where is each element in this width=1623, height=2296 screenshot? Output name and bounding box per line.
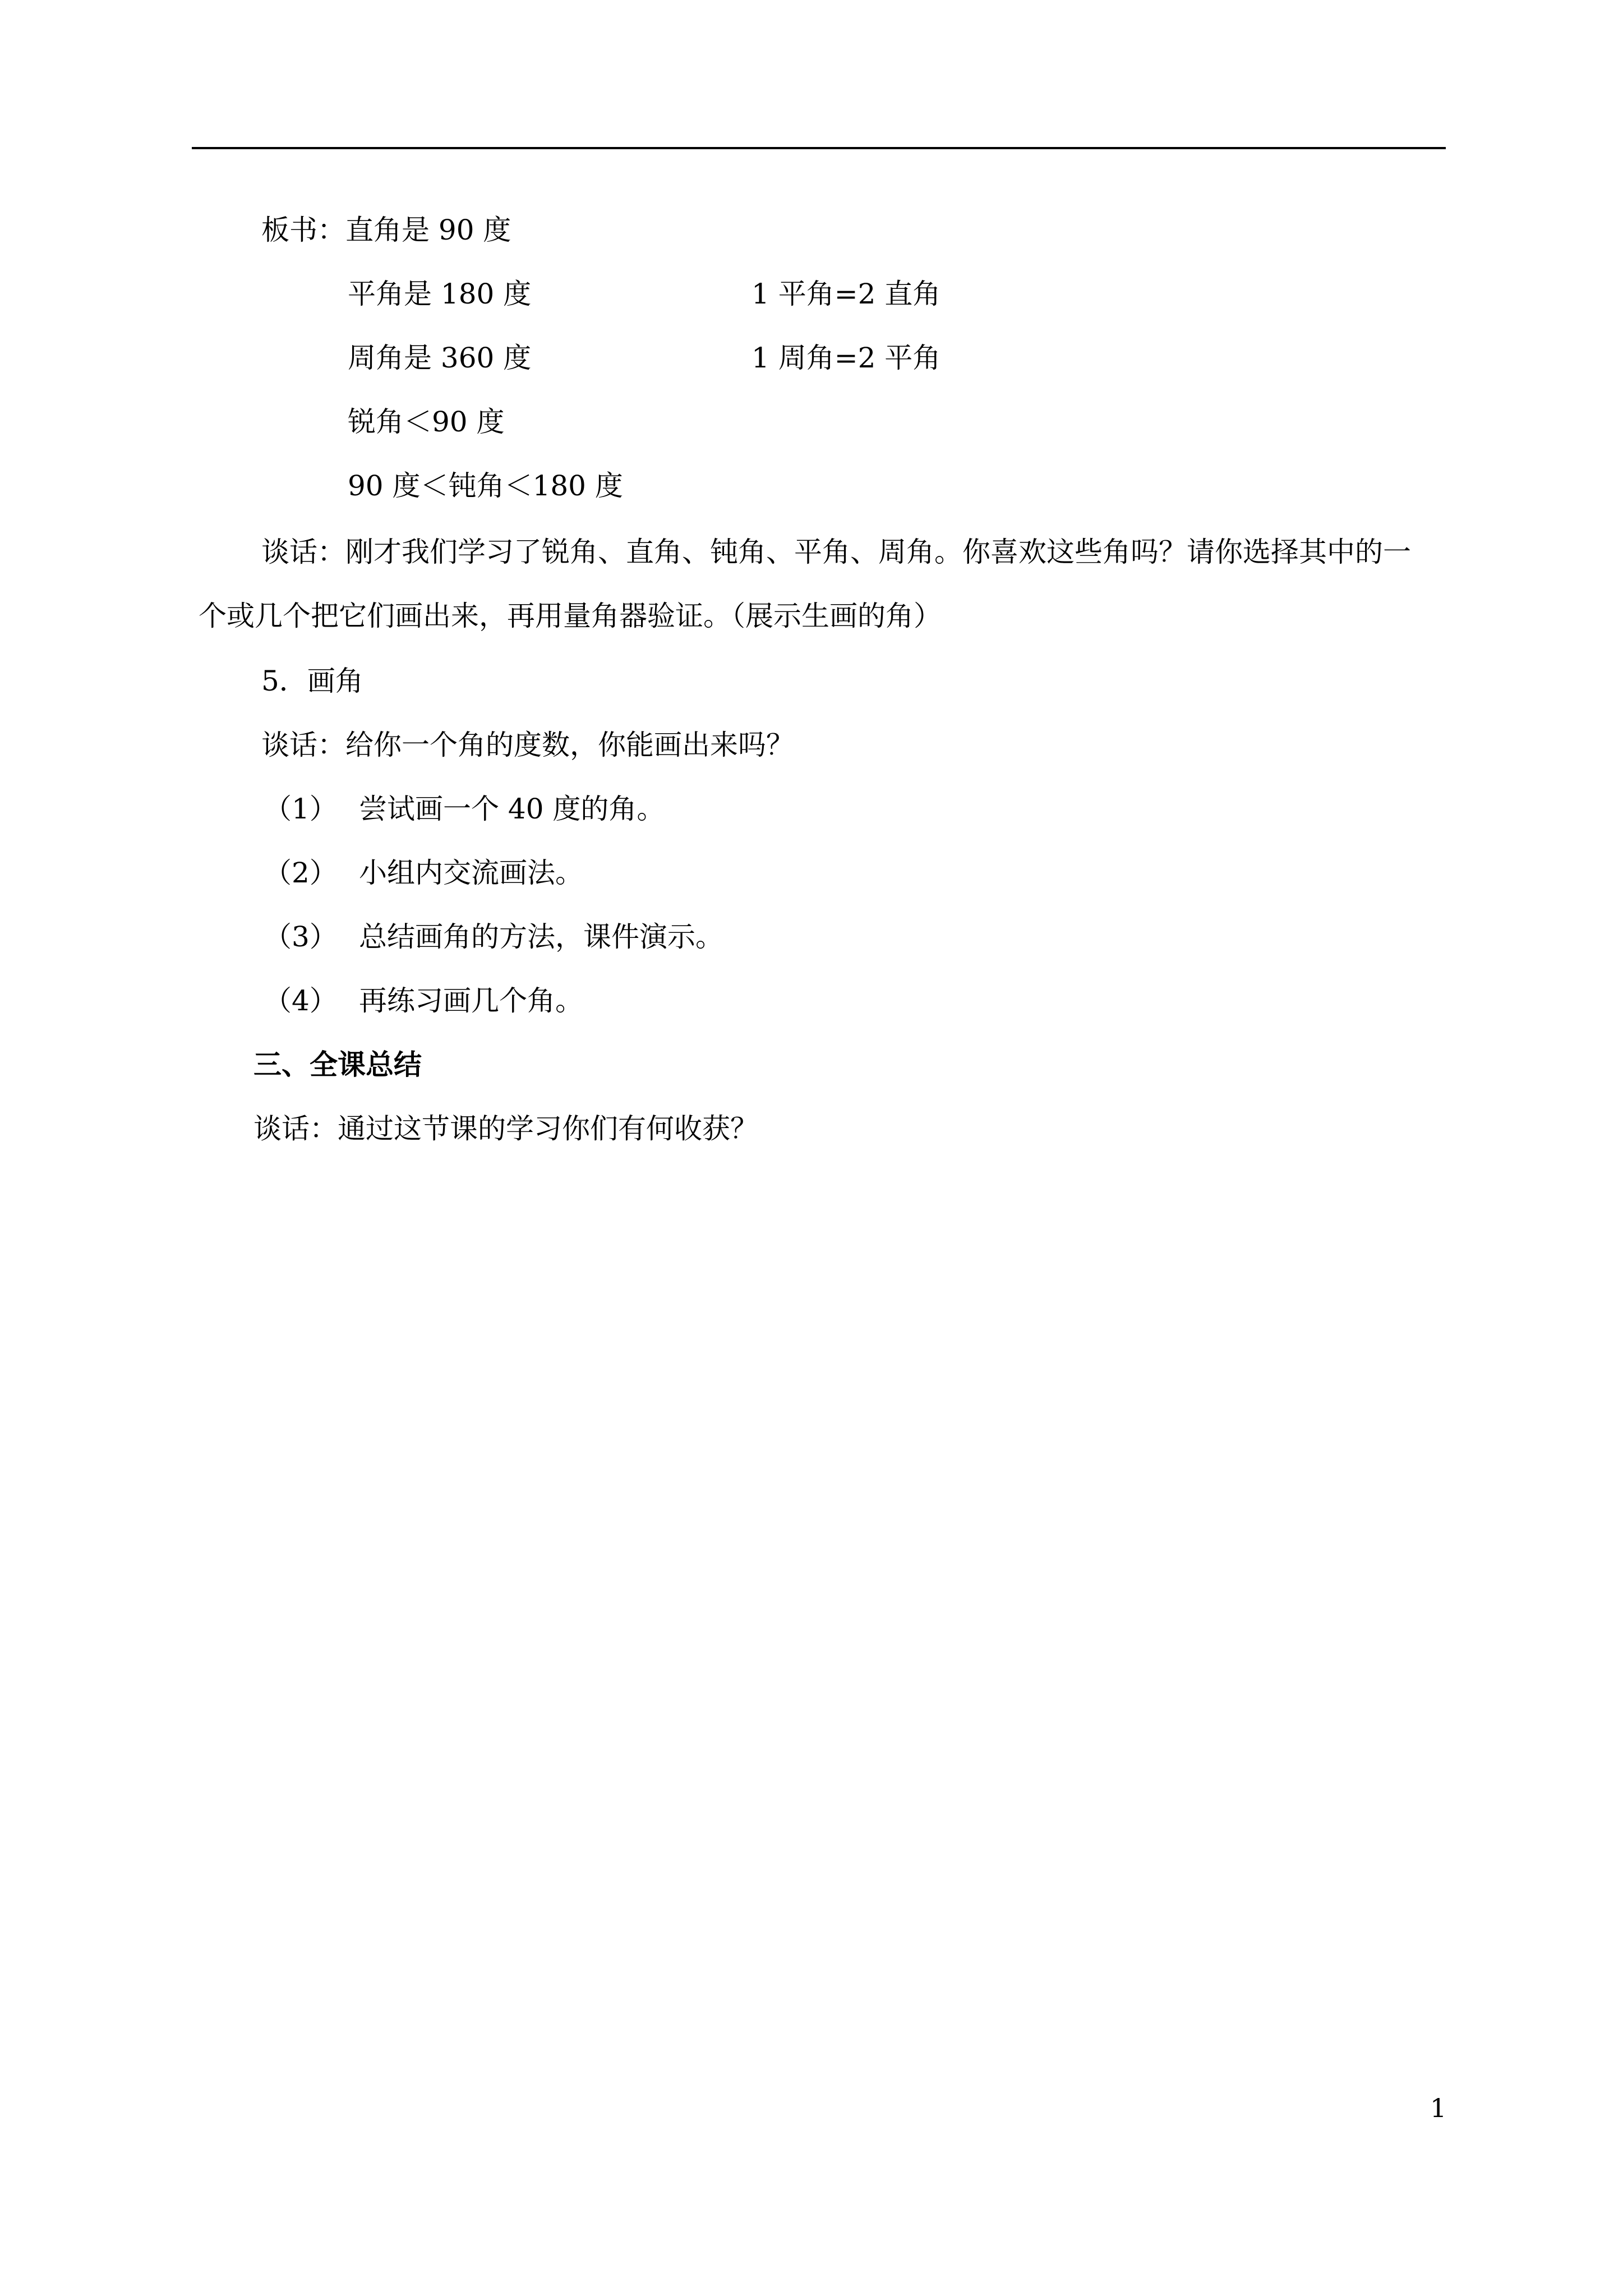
step-4 (264, 984, 338, 1018)
board-notes-line-1 (261, 213, 511, 247)
straight-angle-relation: 1 平角=2 直角 (751, 278, 941, 310)
step-1 (264, 792, 338, 826)
section-5-talk: 谈话：给你一个角的度数，你能画出来吗？ (261, 729, 794, 761)
right-angle-note: 直角是 90 度 (345, 214, 511, 246)
step-number: （2） (264, 857, 338, 889)
obtuse-angle-note: 90 度＜钝角＜180 度 (348, 470, 623, 502)
step-number: （4） (264, 984, 338, 1017)
summary-talk: 谈话：通过这节课的学习你们有何收获？ (253, 1112, 758, 1145)
full-angle-note: 周角是 360 度 (348, 342, 532, 374)
section-5-heading: 5．画角 (261, 665, 363, 697)
step-number: （1） (264, 793, 338, 825)
step-2 (264, 856, 338, 890)
board-notes-lead: 板书： (261, 214, 345, 246)
page-number: 1 (1430, 2093, 1447, 2123)
step-number: （3） (264, 921, 338, 953)
talk-paragraph-line-1: 谈话：刚才我们学习了锐角、直角、钝角、平角、周角。你喜欢这些角吗？请你选择其中的一 (261, 536, 1411, 568)
full-angle-relation: 1 周角=2 平角 (751, 342, 941, 374)
step-3 (264, 920, 338, 954)
step-2-text: 小组内交流画法。 (359, 857, 583, 889)
step-3-text: 总结画角的方法，课件演示。 (359, 921, 723, 953)
step-4-text: 再练习画几个角。 (359, 984, 583, 1017)
header-rule (192, 147, 1446, 149)
talk-paragraph-line-2: 个或几个把它们画出来，再用量角器验证。（展示生画的角） (199, 600, 942, 632)
step-1-text: 尝试画一个 40 度的角。 (359, 793, 665, 825)
straight-angle-note: 平角是 180 度 (348, 278, 532, 310)
acute-angle-note: 锐角＜90 度 (348, 406, 505, 438)
summary-heading: 三、全课总结 (253, 1048, 422, 1081)
